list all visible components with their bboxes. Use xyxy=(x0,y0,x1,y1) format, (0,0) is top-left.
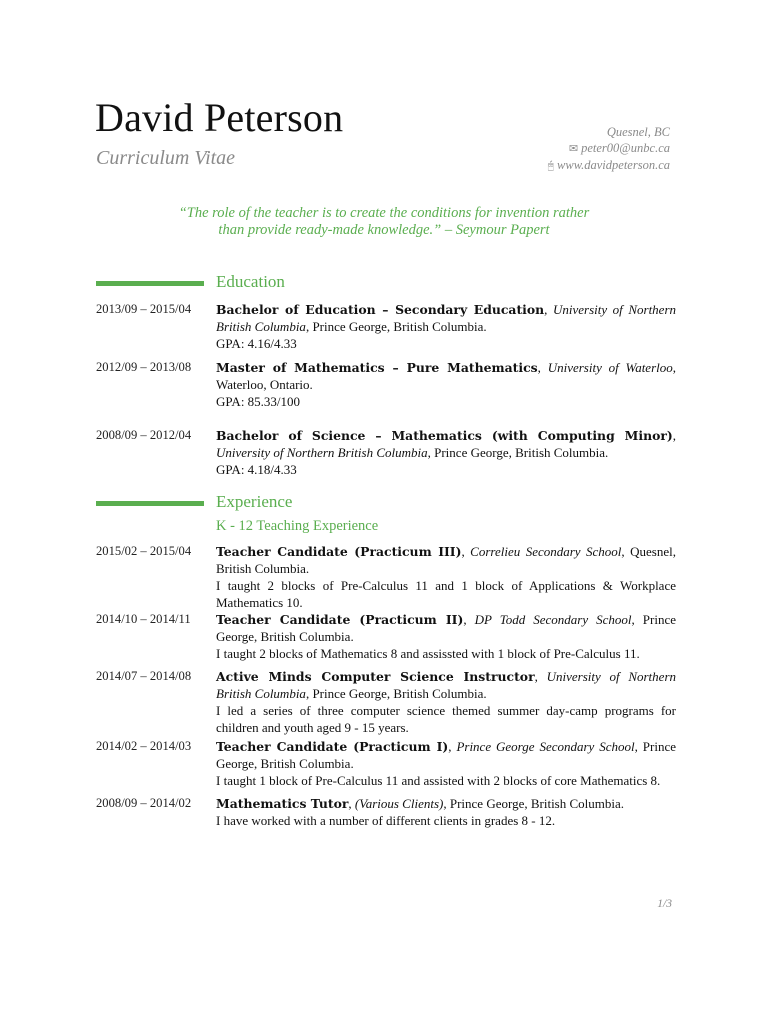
entry-place: , Prince George, British Columbia. xyxy=(216,739,677,771)
section-title-experience: Experience xyxy=(216,492,293,511)
experience-entry xyxy=(96,668,676,736)
education-entry xyxy=(96,301,676,352)
entry-body: Mathematics Tutor, (Various Clients), Prince George, British Columbia. I have worked with a number of different clients in grades 8 - 12. xyxy=(216,795,676,829)
entry-place: , Prince George, British Columbia. xyxy=(427,445,609,460)
location-text: Quesnel, BC xyxy=(606,125,670,139)
entry-body: Teacher Candidate (Practicum II), DP Todd Secondary School, Prince George, British Columbia. I taught 2 blocks of Mathematics 8 and assissted with 1 block of Pre-Calculus 11. xyxy=(216,612,676,661)
education-heading xyxy=(96,272,676,294)
experience-heading xyxy=(96,492,676,514)
experience-entry xyxy=(96,543,676,611)
entry-place: , Prince George, British Columbia. xyxy=(443,796,625,811)
entry-institution: (Various Clients) xyxy=(354,796,444,811)
entry-gpa: GPA: 4.18/4.33 xyxy=(216,462,297,477)
entry-institution: DP Todd Secondary School xyxy=(474,612,632,627)
website-line xyxy=(547,157,670,174)
entry-gpa: GPA: 85.33/100 xyxy=(216,394,301,409)
entry-title: Bachelor of Science – Mathematics (with Computing Minor) xyxy=(216,428,673,443)
cv-name: David Peterson xyxy=(95,95,344,140)
quote-line-1: “The role of the teacher is to create the conditions for invention rather xyxy=(178,205,590,221)
entry-title: Mathematics Tutor xyxy=(216,796,349,811)
cv-subtitle: Curriculum Vitae xyxy=(96,147,236,169)
entry-institution: Prince George Secondary School xyxy=(456,739,635,754)
entry-institution: University of Northern British Columbia xyxy=(216,302,677,334)
entry-gpa: GPA: 4.16/4.33 xyxy=(216,336,297,351)
entry-body: Teacher Candidate (Practicum I), Prince George Secondary School, Prince George, British Columbia. I taught 1 block of Pre-Calculus 11 and assisted with 2 blocks of core Mathematics 8. xyxy=(216,739,677,788)
entry-description: I taught 2 blocks of Mathematics 8 and assissted with 1 block of Pre-Calculus 11. xyxy=(216,646,640,661)
entry-place: , Prince George, British Columbia. xyxy=(305,319,487,334)
entry-description: I taught 1 block of Pre-Calculus 11 and assisted with 2 blocks of core Mathematics 8. xyxy=(216,773,661,788)
section-title-education: Education xyxy=(216,272,285,291)
entry-title: Master of Mathematics – Pure Mathematics xyxy=(216,360,538,375)
entry-date: 2014/07 – 2014/08 xyxy=(96,669,192,683)
entry-date: 2008/09 – 2014/02 xyxy=(96,796,192,810)
quote-line-2: than provide ready-made knowledge.” – Seymour Papert xyxy=(218,222,550,238)
entry-place: , Waterloo, Ontario. xyxy=(216,360,676,392)
envelope-icon: ✉ xyxy=(568,143,579,155)
entry-place: , Prince George, British Columbia. xyxy=(305,686,487,701)
entry-institution: Correlieu Secondary School xyxy=(470,544,622,559)
email-link[interactable]: peter00@unbc.ca xyxy=(581,141,670,155)
entry-description: I taught 2 blocks of Pre-Calculus 11 and 1 block of Applications & Workplace Mathematics 10. xyxy=(216,578,676,610)
entry-body: Teacher Candidate (Practicum III), Correlieu Secondary School, Quesnel, British Columbia. I taught 2 blocks of Pre-Calculus 11 and 1 block of Applications & Workplace Mathematics 10. xyxy=(216,544,676,610)
entry-institution: University of Northern British Columbia xyxy=(216,445,428,460)
entry-description: I have worked with a number of different clients in grades 8 - 12. xyxy=(216,813,556,828)
quote xyxy=(0,205,768,239)
experience-entry xyxy=(96,611,676,662)
entry-body: Bachelor of Science – Mathematics (with Computing Minor), University of Northern British Columbia, Prince George, British Columbia. GPA: 4.18/4.33 xyxy=(216,428,676,477)
entry-place: , Prince George, British Columbia. xyxy=(216,612,676,644)
entry-body: Master of Mathematics – Pure Mathematics, University of Waterloo, Waterloo, Ontario. GPA: 85.33/100 xyxy=(216,360,676,409)
entry-title: Active Minds Computer Science Instructor xyxy=(216,669,535,684)
entry-title: Teacher Candidate (Practicum I) xyxy=(216,739,449,754)
entry-title: Teacher Candidate (Practicum III) xyxy=(216,544,462,559)
subsection-title: K - 12 Teaching Experience xyxy=(216,518,379,534)
entry-title: Teacher Candidate (Practicum II) xyxy=(216,612,464,627)
experience-entry xyxy=(96,795,676,829)
section-bar xyxy=(96,281,204,286)
experience-entry xyxy=(96,738,676,789)
section-bar xyxy=(96,501,204,506)
entry-body: Bachelor of Education – Secondary Education, University of Northern British Columbia, Prince George, British Columbia. GPA: 4.16/4.33 xyxy=(216,302,677,351)
entry-date: 2015/02 – 2015/04 xyxy=(96,544,192,558)
mouse-icon: 🖰 xyxy=(547,160,555,172)
entry-title: Bachelor of Education – Secondary Education xyxy=(216,302,545,317)
entry-date: 2013/09 – 2015/04 xyxy=(96,302,192,316)
entry-place: , Quesnel, British Columbia. xyxy=(216,544,676,576)
entry-date: 2014/10 – 2014/11 xyxy=(96,612,191,626)
location-line xyxy=(547,124,670,140)
entry-date: 2008/09 – 2012/04 xyxy=(96,428,192,442)
education-entry xyxy=(96,359,676,410)
entry-institution: University of Waterloo xyxy=(547,360,673,375)
entry-institution: University of Northern British Columbia xyxy=(216,669,676,701)
page-number: 1/3 xyxy=(657,898,672,910)
entry-date: 2014/02 – 2014/03 xyxy=(96,739,192,753)
website-link[interactable]: www.davidpeterson.ca xyxy=(557,158,670,172)
email-line xyxy=(547,140,670,157)
education-entry xyxy=(96,427,676,478)
entry-body: Active Minds Computer Science Instructor, University of Northern British Columbia, Prince George, British Columbia. I led a series of three computer science themed summer day-camp programs for children and youth aged 9 - 15 years. xyxy=(216,669,676,735)
contact-block xyxy=(547,124,670,174)
entry-description: I led a series of three computer science themed summer day-camp programs for children and youth aged 9 - 15 years. xyxy=(216,703,676,735)
entry-date: 2012/09 – 2013/08 xyxy=(96,360,192,374)
